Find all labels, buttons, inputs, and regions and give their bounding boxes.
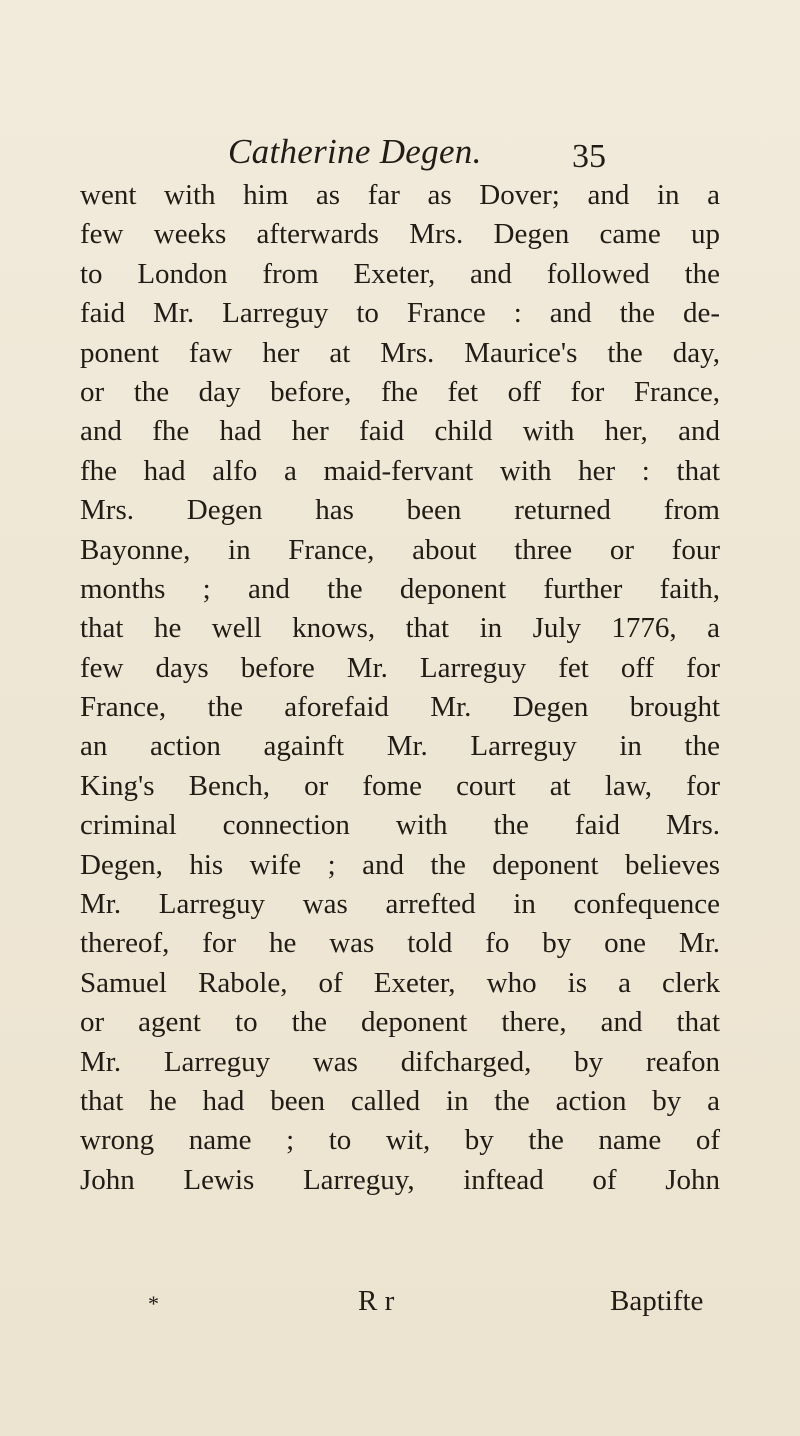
text-line: few weeks afterwards Mrs. Degen came up bbox=[80, 218, 720, 251]
text-line: John Lewis Larreguy, inftead of John bbox=[80, 1163, 720, 1196]
signature-mark: * bbox=[148, 1291, 159, 1316]
text-line: few days before Mr. Larreguy fet off for bbox=[80, 651, 720, 684]
text-line: months ; and the deponent further faith, bbox=[80, 572, 720, 605]
text-line: and fhe had her faid child with her, and bbox=[80, 415, 720, 448]
text-line: Degen, his wife ; and the deponent believes bbox=[80, 848, 720, 881]
catchword: Baptifte bbox=[610, 1285, 704, 1317]
page-header bbox=[0, 118, 800, 178]
text-line: or agent to the deponent there, and that bbox=[80, 1006, 720, 1039]
running-head: Catherine Degen. bbox=[228, 132, 482, 171]
text-line: fhe had alfo a maid-fervant with her : that bbox=[80, 454, 720, 487]
text-line: Mrs. Degen has been returned from bbox=[80, 494, 720, 527]
text-line: went with him as far as Dover; and in a bbox=[80, 179, 720, 211]
text-line: Bayonne, in France, about three or four bbox=[80, 533, 720, 566]
body-text bbox=[80, 176, 720, 1200]
text-line: wrong name ; to wit, by the name of bbox=[80, 1124, 720, 1157]
text-line: faid Mr. Larreguy to France : and the de- bbox=[80, 297, 720, 330]
page-footer bbox=[0, 1285, 800, 1325]
text-line: Samuel Rabole, of Exeter, who is a clerk bbox=[80, 966, 720, 999]
text-line: criminal connection with the faid Mrs. bbox=[80, 809, 720, 842]
text-line: King's Bench, or fome court at law, for bbox=[80, 769, 720, 802]
text-line: an action againft Mr. Larreguy in the bbox=[80, 730, 720, 763]
text-line: Mr. Larreguy was difcharged, by reafon bbox=[80, 1045, 720, 1078]
signature: R r bbox=[358, 1285, 395, 1317]
text-line: Mr. Larreguy was arrefted in confequence bbox=[80, 888, 720, 921]
text-line: to London from Exeter, and followed the bbox=[80, 257, 720, 290]
text-line: that he well knows, that in July 1776, a bbox=[80, 612, 720, 645]
text-line: France, the aforefaid Mr. Degen brought bbox=[80, 691, 720, 724]
text-line: thereof, for he was told fo by one Mr. bbox=[80, 927, 720, 960]
text-line: ponent faw her at Mrs. Maurice's the day, bbox=[80, 336, 720, 369]
text-line: or the day before, fhe fet off for France, bbox=[80, 375, 720, 408]
text-line: that he had been called in the action by a bbox=[80, 1084, 720, 1117]
page-number: 35 bbox=[572, 138, 606, 175]
